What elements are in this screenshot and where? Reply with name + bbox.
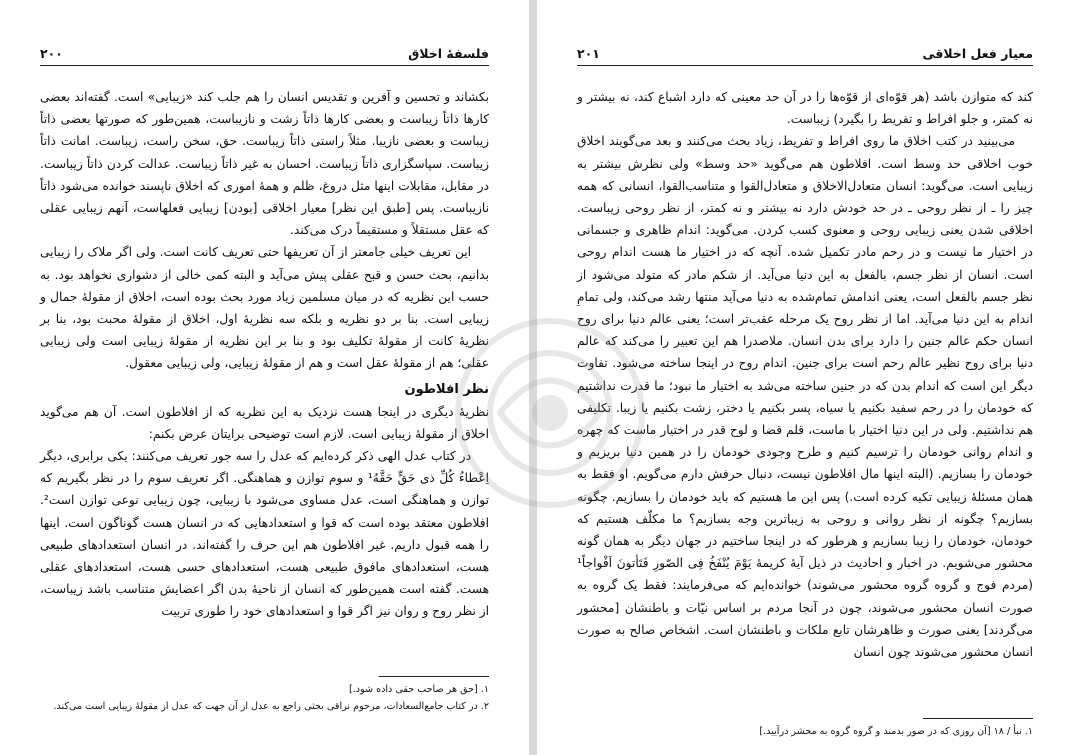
paragraph: نظریۀ دیگری در اینجا هست نزدیک به این نظریه که از افلاطون است. آن هم می‌گوید اخلاق از مقولۀ زیبایی است. لازم است توضیحی برایتان عرض بکنم: bbox=[40, 404, 489, 441]
paragraph: این تعریف خیلی جامعتر از آن تعریفها حتی تعریف کانت است. ولی اگر ملاک را زیبایی بدانیم، بحث حسن و قبح عقلی پیش می‌آید و البته کمی خالی از دشواری نخواهد بود. به حسب این نظریه که در میان مسلمین زیاد مورد بحث بوده است، اخلاق از مقولۀ جمال و زیبایی است. بنا بر دو نظریه و بلکه سه نظریۀ اول، اخلاق از مقولۀ محبت بود، بنا بر نظریۀ کانت از مقولۀ تکلیف بود و بنا بر این نظریه از مقولۀ زیبایی است ولی زیبایی عقلی؛ هم از مقولۀ عقل است و هم از مقولۀ زیبایی، ولی زیبایی معقول. bbox=[40, 245, 489, 371]
paragraph: می‌بینید در کتب اخلاق ما روی افراط و تفریط، زیاد بحث می‌کنند و بعد می‌گویند اخلاق خوب اخلاقی حد وسط است. افلاطون هم می‌گوید «حد وسط» ولی نظرش بیشتر به زیبایی است. می‌گوید: انسان متعادل‌الاخلاق و متعادل‌القوا و متناسب‌القوا، انسانی که همه چیز را ـ از نظر روحی ـ در حد خودش دارد نه بیشتر و نه کمتر، از نظر روحی زیباست. اخلاقی شدن یعنی زیبایی روحی و معنوی کسب کردن. می‌گوید: اندام ظاهری و جسمانی در اختیار ما نیست و در رحم مادر تکمیل شده. آنچه که در اختیار ما هست اندام روحی است. انسان از نظر جسم، بالفعل به این دنیا می‌آید. از شکم مادر که متولد می‌شود از نظر جسم بالفعل است، یعنی اندامش تمام‌شده به دنیا می‌آید منتها رشد می‌کند، ولی تمامِ اندام به این دنیا می‌آید. اما از نظر روح یک مرحله عقب‌تر است؛ یعنی عالم دنیا برای روح انسان حکم عالم جنین را دارد برای بدن انسان. ملاصدرا هم این تعبیر را می‌کند که عالم دنیا برای روح نظیر عالم رحم است برای جنین. اندام روح در اینجا ساخته می‌شود. تفاوت دیگر این است که اندام بدن که در جنین ساخته می‌شد به اختیار ما نبود؛ ما قدرت نداشتیم که خودمان را در رحم سفید بکنیم یا سیاه، پسر بکنیم یا دختر، زشت بکنیم یا زیبا. تکلیفی هم نداشتیم. ولی در این دنیا اختیار با ماست، قلم قضا و لوح قدر در اختیار ماست که چهره و اندام روانی خودمان را ترسیم کنیم و طرح وجودی خودمان را در همین دنیا بریزیم و خودمان را بسازیم. (البته اینها مال افلاطون نیست، دنبال حرفش دارم می‌گویم. او فقط به همان مسئلۀ زیبایی تکیه کرده است.) پس این ما هستیم که باید خودمان را بسازیم. چگونه بسازیم؟ چگونه از نظر روانی و روحی به زیباترین وجه بسازیم؟ ما مکلّف هستیم که خودمان، خودمان را زیبا بسازیم و هرطور که در اینجا ساختیم در جهان دیگر به همان گونه محشور می‌شویم. در اخبار و احادیث در ذیل آیۀ کریمۀ یَوْمَ یُنْفَخُ فِی الصّورِ فَتَأتونَ اَفْواجاً¹ (مردم فوج و گروه گروه محشور می‌شوند) خوانده‌ایم که می‌فرمایند: فقط یک گروه به صورت انسان محشور می‌شوند، چون در آنجا مردم بر اساس نیّات و باطنشان [محشور می‌گردند] یعنی صورت و ظاهرشان تابع ملکات و باطنشان است. اشخاص صالح به صورت انسان محشور می‌شوند چون انسان bbox=[577, 134, 1033, 660]
right-running-head: معیار فعل اخلاقی bbox=[922, 46, 1033, 61]
section-heading: نظر افلاطون bbox=[404, 381, 489, 397]
footnote: ۱. [حق هر صاحب حقی داده شود.] bbox=[348, 684, 489, 695]
paragraph: کند که متوازن باشد (هر قوّه‌ای از قوّه‌ها را در آن حد معینی که دارد اشباع کند، نه بیشتر و نه کمتر، و جلو افراط و تفریط را بگیرد) زیباست. bbox=[577, 90, 1033, 127]
header-rule bbox=[577, 65, 1033, 66]
paragraph: بکشاند و تحسین و آفرین و تقدیس انسان را هم جلب کند «زیبایی» است. گفته‌اند بعضی کارها ذاتاً زیباست و بعضی کارها ذاتاً زشت و نازیباست، همین‌طور که صورتها بعضی ذاتاً زیباست و بعضی نازیبا. مثلاً راستی ذاتاً زیباست. حق، سخن راست، زیباست. امانت ذاتاً زیباست. سپاسگزاری ذاتاً زیباست. احسان به غیر ذاتاً زیباست. عدالت کردن ذاتاً زیباست. در مقابل، مقابلات اینها مثل دروغ، ظلم و همۀ اموری که اخلاق ناپسند خوانده می‌شود ذاتاً نازیباست. پس [طبق این نظر] معیار اخلاقی [بودن] زیبایی فعلهاست، آنهم زیبایی عقلی که عقل مستقلاً و مستقیماً درک می‌کند. bbox=[40, 90, 489, 238]
right-page-number: ۲۰۱ bbox=[577, 46, 600, 61]
footnote-rule bbox=[923, 718, 1033, 719]
left-page-number: ۲۰۰ bbox=[40, 46, 63, 61]
right-page-header bbox=[577, 44, 1033, 66]
paragraph: در کتاب عدل الهی ذکر کرده‌ایم که عدل را سه جور تعریف می‌کنند: یکی برابری، دیگر اِعْطاءُ کُلِّ ذی حَقٍّ حَقَّهُ¹ و سوم توازن و هماهنگی. اگر تعریف سوم را در نظر بگیریم که توازن و هماهنگی است، عدل مساوی می‌شود با زیبایی، چون زیبایی نوعی توازن است². افلاطون معتقد بوده است که قوا و استعدادهایی که در انسان هست گوناگون است. اینها را همه قبول داریم. غیر افلاطون هم این حرف را گفته‌اند. در انسان استعدادهای طبیعی هست، استعدادهای مافوق طبیعی هست، استعدادهای حسی هست، استعدادهای عقلی هست. گفته است همین‌طور که انسان از ناحیۀ بدن اگر اعضایش متناسب باشد زیباست، از نظر روح و روان نیز اگر قوا و استعدادهای خود را طوری تربیت bbox=[40, 449, 490, 619]
footnote-rule bbox=[379, 676, 489, 677]
library-seal-watermark-icon bbox=[270, 308, 830, 518]
footnote: ۱. نبأ / ۱۸ [آن روزی که در صور بدمند و گروه گروه به محشر درآیید.] bbox=[759, 726, 1033, 737]
left-footnotes bbox=[40, 676, 489, 715]
footnote: ۲. در کتاب جامع‌السعادات، مرحوم نراقی بحثی راجع به عدل از آن جهت که عدل از مقولۀ زیبایی است می‌کند. bbox=[53, 701, 489, 712]
right-footnotes bbox=[577, 718, 1033, 740]
header-rule bbox=[40, 65, 489, 66]
left-page-header bbox=[40, 44, 489, 66]
left-running-head: فلسفۀ اخلاق bbox=[408, 46, 489, 61]
